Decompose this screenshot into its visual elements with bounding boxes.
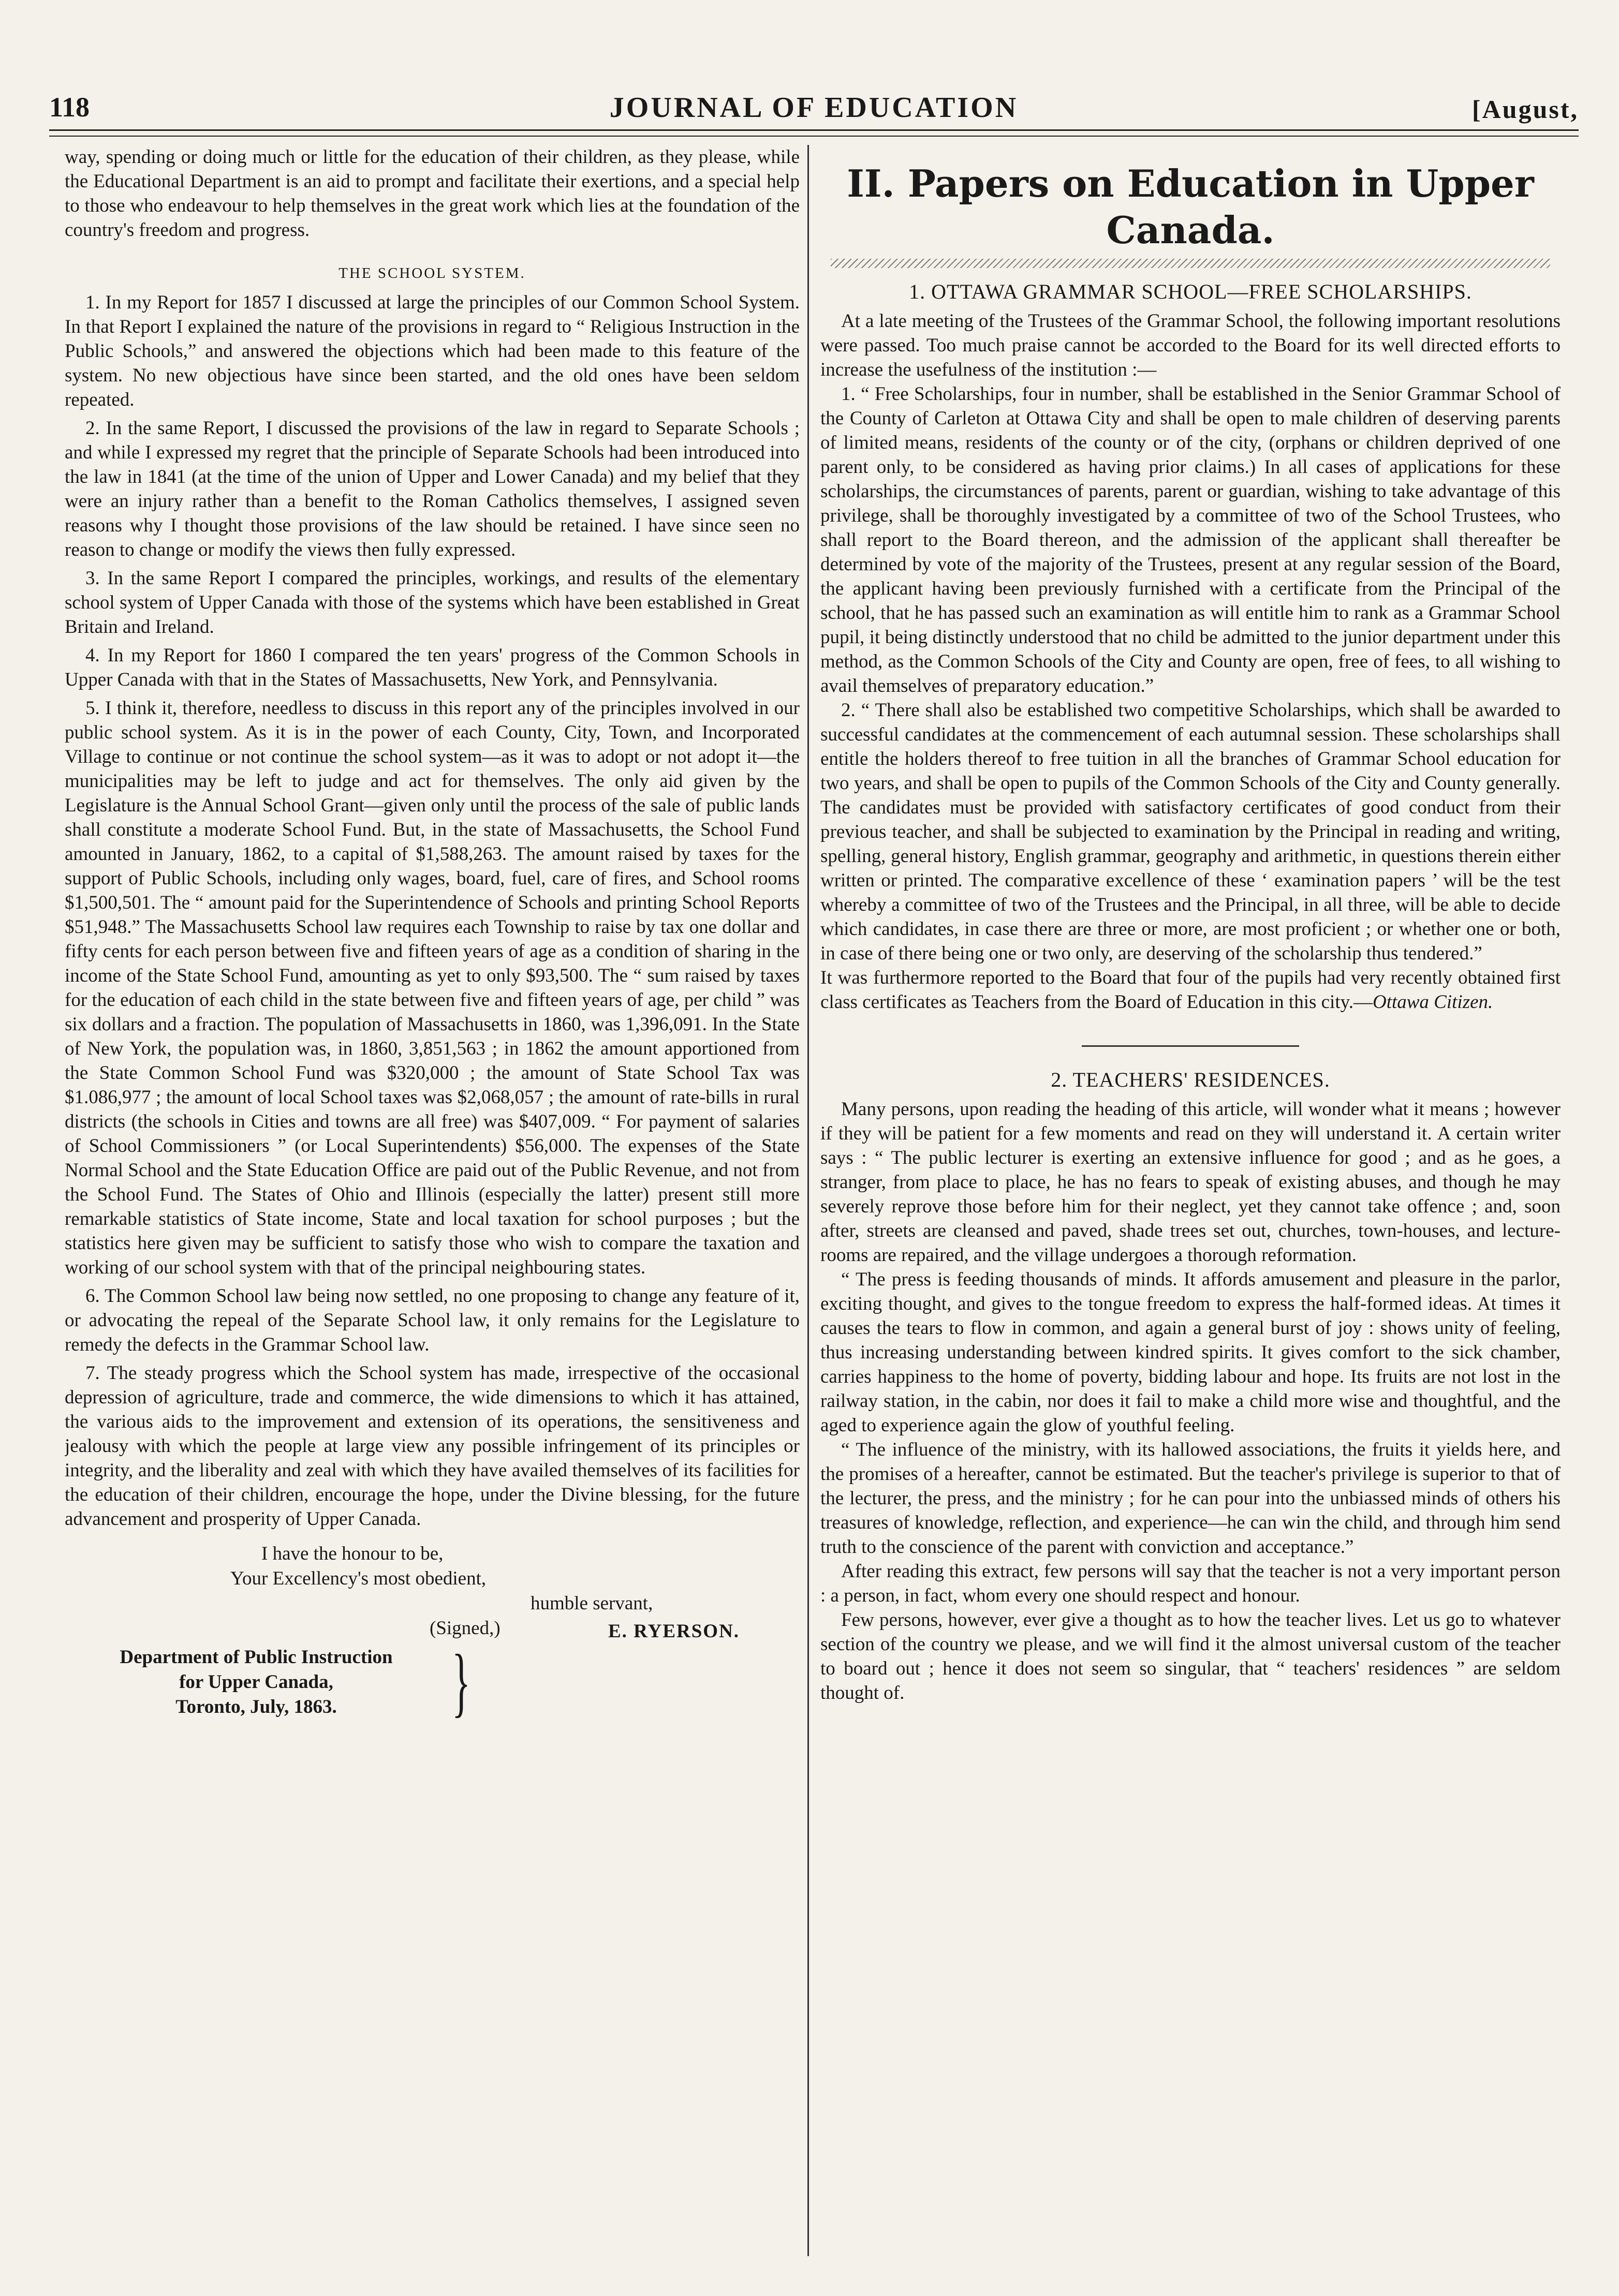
article-2-paragraph-5: Few persons, however, ever give a thought as to how the teacher lives. Let us go to whatever section of the country we please, and we will find it the almost universal custom of the teacher to board out ; hence it does not seem so singular, that “ teachers' residences ” are seldom thought of. xyxy=(820,1609,1561,1704)
closing-line-1: I have the honour to be, xyxy=(261,1543,444,1564)
article-2-paragraph-3: “ The influence of the ministry, with its hallowed associations, the fruits it yields here, and the promises of a hereafter, cannot be estimated. But the teacher's privilege is superior to that of the lecturer, the press, and the ministry ; for he can pour into the unbiassed minds of others his treasures of knowledge, reflection, and experience—he can win the child, and through him send truth to the conscience of the parent with conviction and acceptance.” xyxy=(820,1439,1561,1558)
running-head xyxy=(49,57,1579,135)
page-number: 118 xyxy=(49,92,90,123)
paragraph-2: 2. In the same Report, I discussed the provisions of the law in regard to Separate Schools ; and while I expressed my regret that the principle of Separate Schools had been introduced into the law in 1841 (at the time of the union of Upper and Lower Canada) and my belief that they were an injury rather than a benefit to the Roman Catholics themselves, I assigned seven reasons why I thought those provisions of the law should be retained. I have since seen no reason to change or modify the views then fully expressed. xyxy=(65,418,800,560)
two-column-body xyxy=(49,145,1579,2256)
signature-block xyxy=(65,1542,800,1738)
paragraph-3: 3. In the same Report I compared the principles, workings, and results of the elementary school system of Upper Canada with those of the systems which have been established in Great Britain and Ireland. xyxy=(65,568,800,638)
department-address xyxy=(75,1645,437,1720)
article-2-paragraph-2: “ The press is feeding thousands of minds. It affords amusement and pleasure in the parlor, exciting thought, and gives to the tongue freedom to express the half-formed ideas. At times it causes the tears to flow in common, and again a general burst of joy : shows unity of feeling, thus increasing understanding between kindred spirits. It gives comfort to the sick chamber, carries happiness to the home of poverty, bidding labour and hope. Its fruits are not lost in the railway station, in the cabin, nor does it fail to make a child more wise and thoughtful, and the aged to experience again the glow of youthful feeling. xyxy=(820,1269,1561,1436)
article-2-paragraph-4: After reading this extract, few persons will say that the teacher is not a very important person : a person, in fact, whom every one should respect and honour. xyxy=(820,1561,1561,1606)
signatory-name: E. RYERSON. xyxy=(608,1621,740,1642)
signed-label: (Signed,) xyxy=(430,1618,501,1639)
paragraph-7: 7. The steady progress which the School system has made, irrespective of the occasional depression of agriculture, trade and commerce, the wide dimensions to which it has attained, the various aids to the improvement and extension of its operations, the sensitiveness and jealousy with which the people at large view any possible infringement of its principles or integrity, and the liberality and zeal with which they have availed themselves of its facilities for the education of their children, encourage the hope, under the Divine blessing, for the future advancement and prosperity of Upper Canada. xyxy=(65,1362,800,1530)
intro-paragraph: way, spending or doing much or little for the education of their children, as they please, while the Educational Department is an aid to prompt and facilitate their exertions, and a special help to those who endeavour to help themselves in the great work which lies at the foundation of the country's freedom and progress. xyxy=(65,146,800,241)
right-column xyxy=(820,145,1561,2256)
paragraph-1: 1. In my Report for 1857 I discussed at large the principles of our Common School System. In that Report I explained the nature of the provisions in regard to “ Religious Instruction in the Public Schools,” and answered the objections which had been made to this feature of the system. No new objectious have since been started, and the old ones have been seldom repeated. xyxy=(65,292,800,410)
department-line-2: for Upper Canada, xyxy=(179,1671,333,1693)
issue-date: [August, xyxy=(1472,95,1579,124)
article-1-resolution-1: 1. “ Free Scholarships, four in number, shall be established in the Senior Grammar School of the County of Carleton at Ottawa City and shall be open to male children of deserving parents of limited means, residents of the county or of the city, (orphans or children deprived of one parent only, to be considered as having prior claims.) In all cases of applications for these scholarships, the circumstances of parents, parent or guardian, wishing to take advantage of this privilege, shall be thoroughly investigated by a committee of two of the School Trustees, who shall report to the Board thereon, and the admission of the applicant shall thereafter be determined by vote of the majority of the Trustees, present at any regular session of the Board, the applicant having been previously furnished with a certificate from the Principal of the school, that he has passed such an examination as will entitle him to rank as a Grammar School pupil, it being distinctly understood that no child be admitted to the junior department under this method, as the Common Schools of the City and County are open, free of fees, to all wishing to avail themselves of preparatory education.” xyxy=(820,383,1561,697)
brace-glyph: } xyxy=(452,1639,470,1725)
header-rule xyxy=(49,129,1579,137)
column-divider xyxy=(807,145,809,2256)
section-title: II. Papers on Education in Upper Canada. xyxy=(847,161,1534,252)
department-line-3: Toronto, July, 1863. xyxy=(175,1696,337,1717)
article-1-heading: 1. OTTAWA GRAMMAR SCHOOL—FREE SCHOLARSHIPS. xyxy=(909,280,1472,303)
wavy-rule xyxy=(831,259,1550,268)
article-2-heading: 2. TEACHERS' RESIDENCES. xyxy=(1051,1068,1330,1091)
journal-title: JOURNAL OF EDUCATION xyxy=(609,92,1019,124)
article-1-intro: At a late meeting of the Trustees of the Grammar School, the following important resolutions were passed. Too much praise cannot be accorded to the Board for its well directed efforts to increase the usefulness of the institution :— xyxy=(820,310,1561,380)
journal-page xyxy=(49,57,1579,2261)
article-separator xyxy=(1082,1045,1299,1047)
closing-line-3: humble servant, xyxy=(531,1593,653,1614)
left-column xyxy=(65,145,800,2256)
department-line-1: Department of Public Instruction xyxy=(120,1647,393,1668)
paragraph-5: 5. I think it, therefore, needless to discuss in this report any of the principles involved in our public school system. As it is in the power of each County, City, Town, and Incorporated Village to continue or not continue the school system—as it was to adopt or not adopt it—the municipalities may be left to judge and act for themselves. The only aid given by the Legislature is the Annual School Grant—given only until the process of the sale of public lands shall constitute a moderate School Fund. But, in the state of Massachusetts, the School Fund amounted in January, 1862, to a capital of $1,588,263. The amount raised by taxes for the support of Public Schools, including only wages, board, fuel, care of fires, and School rooms $1,500,501. The “ amount paid for the Superintendence of Schools and printing School Reports $51,948.” The Massachusetts School law requires each Township to raise by tax one dollar and fifty cents for each person between five and fifteen years of age as a condition of sharing in the income of the State School Fund, amounting as yet to only $93,500. The “ sum raised by taxes for the education of each child in the state between five and fifteen years of age, per child ” was six dollars and a fraction. The population of Massachusetts in 1860, was 1,396,091. In the State of New York, the population was, in 1860, 3,851,563 ; in 1862 the amount apportioned from the State Common School Fund was $320,000 ; the amount of State School Tax was $1.086,977 ; the amount of local School taxes was $2,068,057 ; the amount of rate-bills in rural districts (the schools in Cities and towns are all free) was $407,009. “ For payment of salaries of School Commissioners ” (or Local Superintendents) $56,000. The expenses of the State Normal School and the State Education Office are paid out of the Public Revenue, and not from the School Fund. The States of Ohio and Illinois (especially the latter) present still more remarkable statistics of State income, State and local taxation for school purposes ; but the statistics here given may be sufficient to satisfy those who wish to compare the taxation and working of our school system with that of the principal neighbouring states. xyxy=(65,698,800,1278)
closing-line-2: Your Excellency's most obedient, xyxy=(230,1568,487,1589)
article-2-paragraph-1: Many persons, upon reading the heading of this article, will wonder what it means ; however if they will be patient for a few moments and read on they will understand it. A certain writer says : “ The public lecturer is exerting an extensive influence for good ; and as he goes, a stranger, from place to place, he has no fears to speak of existing abuses, and though he may severely reprove those before him for their neglect, yet they cannot take offence ; and, soon after, streets are cleansed and paved, shade trees set out, churches, town-houses, and lecture-rooms are repaired, and the village undergoes a thorough reformation. xyxy=(820,1099,1561,1266)
article-1-closing xyxy=(820,966,1561,1014)
article-1-closing-text: It was furthermore reported to the Board that four of the pupils had very recently obtained first class certificates as Teachers from the Board of Education in this city.— xyxy=(820,967,1561,1013)
article-1-source: Ottawa Citizen. xyxy=(1372,991,1493,1013)
school-system-heading: THE SCHOOL SYSTEM. xyxy=(338,265,526,282)
paragraph-6: 6. The Common School law being now settled, no one proposing to change any feature of it, or advocating the repeal of the Separate School law, it only remains for the Legislature to remedy the defects in the Grammar School law. xyxy=(65,1285,800,1355)
paragraph-4: 4. In my Report for 1860 I compared the ten years' progress of the Common Schools in Upper Canada with that in the States of Massachusetts, New York, and Pennsylvania. xyxy=(65,645,800,690)
article-1-resolution-2: 2. “ There shall also be established two competitive Scholarships, which shall be awarded to successful candidates at the commencement of each autumnal session. These scholarships shall entitle the holders thereof to free tuition in all the branches of Grammar School education for two years, and shall be open to pupils of the Common Schools of the City and County generally. The candidates must be provided with satisfactory certificates of good conduct from their previous teacher, and shall be subjected to examination by the Principal in reading and writing, spelling, general history, English grammar, geography and arithmetic, in questions therein either written or printed. The comparative excellence of these ‘ examination papers ’ will be the test whereby a committee of two of the Trustees and the Principal, in all three, will be able to decide which candidates, in case there are three or more, are most proficient ; or whether one or both, in case of there being one or two only, are deserving of the scholarship thus tendered.” xyxy=(820,700,1561,964)
